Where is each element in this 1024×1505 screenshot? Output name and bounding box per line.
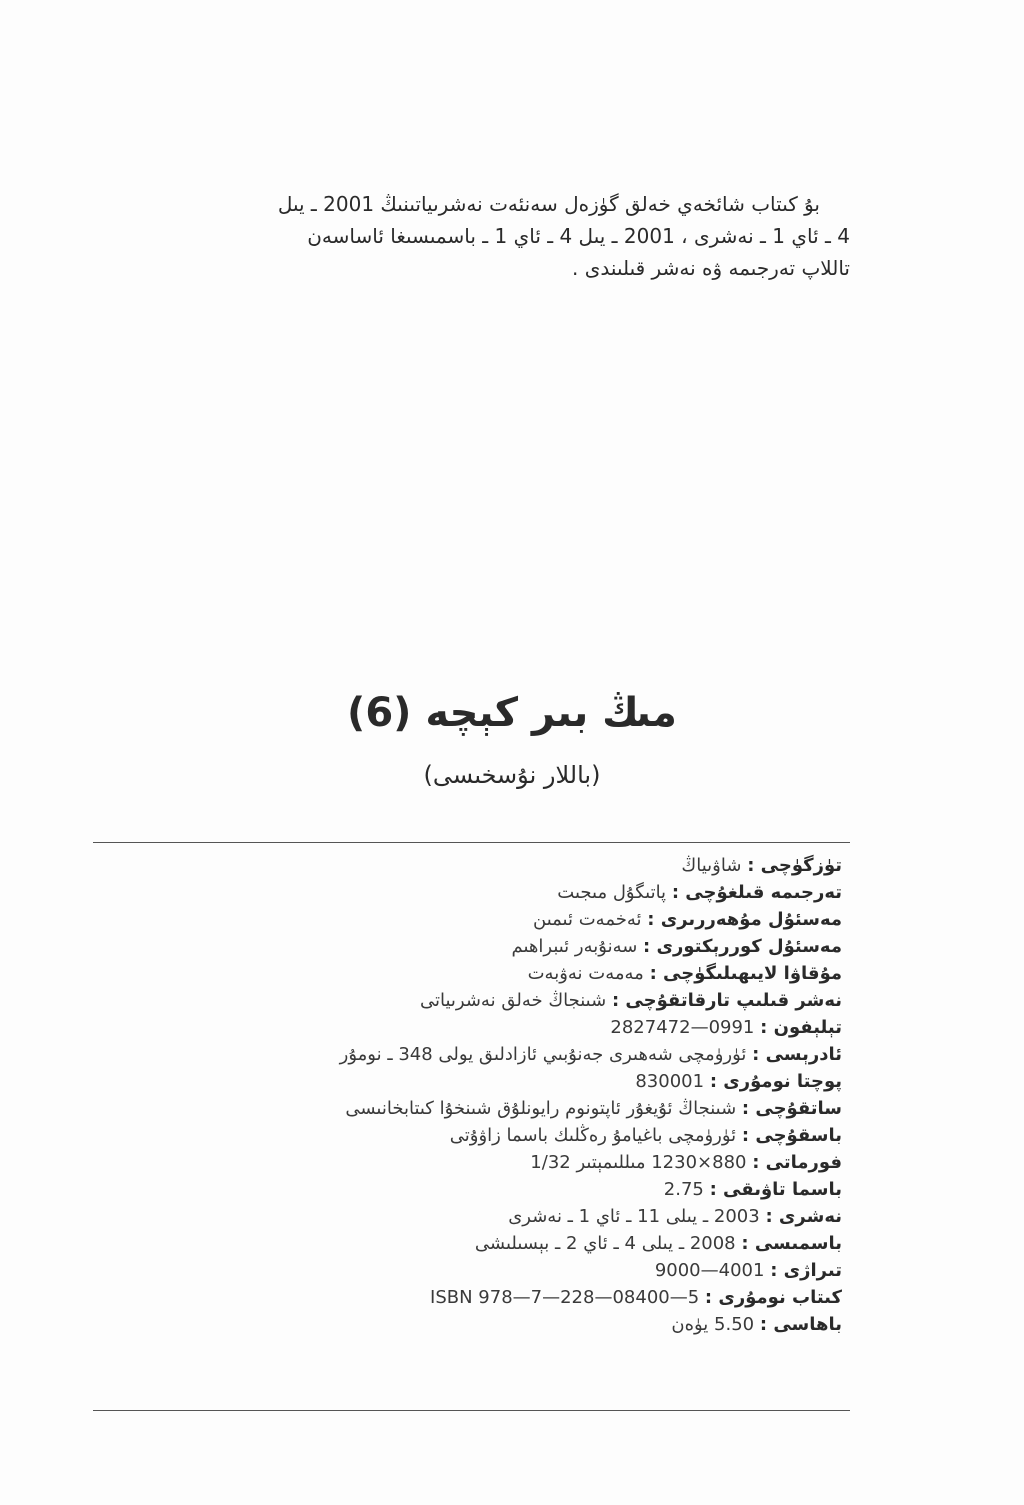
colophon-label: تەرجىمە قىلغۇچى :	[671, 882, 842, 903]
colophon-label: كىتاب نومۇرى :	[704, 1287, 842, 1308]
colophon-value: 0991—2827472	[610, 1017, 755, 1038]
colophon-value: 2008 ـ يىلى 4 ـ ئاي 2 ـ بېسىلىشى	[474, 1233, 736, 1254]
colophon-row-distributor	[82, 1095, 842, 1122]
colophon-label: ئادرېسى :	[752, 1044, 842, 1065]
colophon-value: ئۈرۈمچى شەھىرى جەنۇبىي ئازادلىق يولى 348 ـ نومۇر	[339, 1044, 747, 1065]
colophon-row-publisher	[82, 987, 842, 1014]
colophon-label: پوچتا نومۇرى :	[709, 1071, 842, 1092]
colophon-row-isbn	[82, 1284, 842, 1311]
colophon-row-print-run	[82, 1257, 842, 1284]
colophon-value: مەمەت نەۋبەت	[527, 963, 644, 984]
colophon-row-printer	[82, 1122, 842, 1149]
colophon-value: ئەخمەت ئىمىن	[533, 909, 642, 930]
colophon-row-editor	[82, 906, 842, 933]
colophon-row-edition	[82, 1203, 842, 1230]
intro-line: تاللاپ تەرجىمە ۋە نەشر قىلىندى .	[572, 256, 850, 280]
colophon-value: شىنجاڭ خەلق نەشرىياتى	[419, 990, 607, 1011]
colophon-row-price	[82, 1311, 842, 1338]
colophon-label: مەسئۇل مۇھەررىرى :	[647, 909, 842, 930]
colophon-value: ئۈرۈمچى باغيامۇ رەڭلىك باسما زاۋۇتى	[449, 1125, 737, 1146]
intro-paragraph	[60, 188, 850, 284]
colophon-value: 5.50 يۈەن	[671, 1314, 755, 1335]
top-divider	[93, 842, 850, 843]
colophon-value: 830001	[635, 1071, 705, 1092]
bottom-divider	[93, 1410, 850, 1411]
colophon-value: شاۋىياڭ	[681, 855, 742, 876]
colophon-row-format	[82, 1149, 842, 1176]
colophon-label: ساتقۇچى :	[741, 1098, 842, 1119]
colophon-value: سەنۇبەر ئىبراھىم	[511, 936, 638, 957]
colophon-row-cover-designer	[82, 960, 842, 987]
colophon-row-postcode	[82, 1068, 842, 1095]
colophon-label: نەشر قىلىپ تارقاتقۇچى :	[611, 990, 842, 1011]
book-title: مىڭ بىر كېچە (6)	[347, 690, 677, 736]
colophon-label: باسقۇچى :	[741, 1125, 842, 1146]
colophon	[82, 852, 842, 1338]
colophon-label: مەسئۇل كوررېكتورى :	[643, 936, 842, 957]
colophon-label: باسمىسى :	[741, 1233, 842, 1254]
colophon-value: پاتىگۇل مىجىت	[557, 882, 667, 903]
colophon-row-sheets	[82, 1176, 842, 1203]
colophon-value: 880×1230 مىللىمېتىر 1/32	[530, 1152, 747, 1173]
colophon-row-compiler	[82, 852, 842, 879]
colophon-label: نەشرى :	[765, 1206, 842, 1227]
colophon-row-printing	[82, 1230, 842, 1257]
colophon-row-proofreader	[82, 933, 842, 960]
book-subtitle: (باللار نۇسخىسى)	[423, 761, 601, 789]
colophon-label: باسما تاۋىقى :	[709, 1179, 842, 1200]
colophon-label: مۇقاۋا لايىھىلىگۈچى :	[649, 963, 842, 984]
colophon-label: فورماتى :	[752, 1152, 842, 1173]
intro-line: بۇ كىتاب شائخەي خەلق گۈزەل سەنئەت نەشرىياتىنىڭ 2001 ـ يىل	[277, 192, 820, 216]
colophon-row-translator	[82, 879, 842, 906]
colophon-label: تېلېفون :	[760, 1017, 842, 1038]
intro-line: 4 ـ ئاي 1 ـ نەشرى ، 2001 ـ يىل 4 ـ ئاي 1 ـ باسمىسىغا ئاساسەن	[307, 224, 850, 248]
colophon-value: شىنجاڭ ئۇيغۇر ئاپتونوم رايونلۇق شىنخۇا كىتابخانىسى	[345, 1098, 737, 1119]
colophon-value: ISBN 978—7—228—08400—5	[430, 1287, 700, 1308]
colophon-label: تۈزگۈچى :	[747, 855, 842, 876]
colophon-row-address	[82, 1041, 842, 1068]
colophon-value: 2.75	[663, 1179, 704, 1200]
colophon-value: 2003 ـ يىلى 11 ـ ئاي 1 ـ نەشرى	[508, 1206, 760, 1227]
colophon-label: تىراژى :	[770, 1260, 842, 1281]
colophon-row-phone	[82, 1014, 842, 1041]
colophon-label: باھاسى :	[759, 1314, 842, 1335]
colophon-value: 4001—9000	[654, 1260, 765, 1281]
